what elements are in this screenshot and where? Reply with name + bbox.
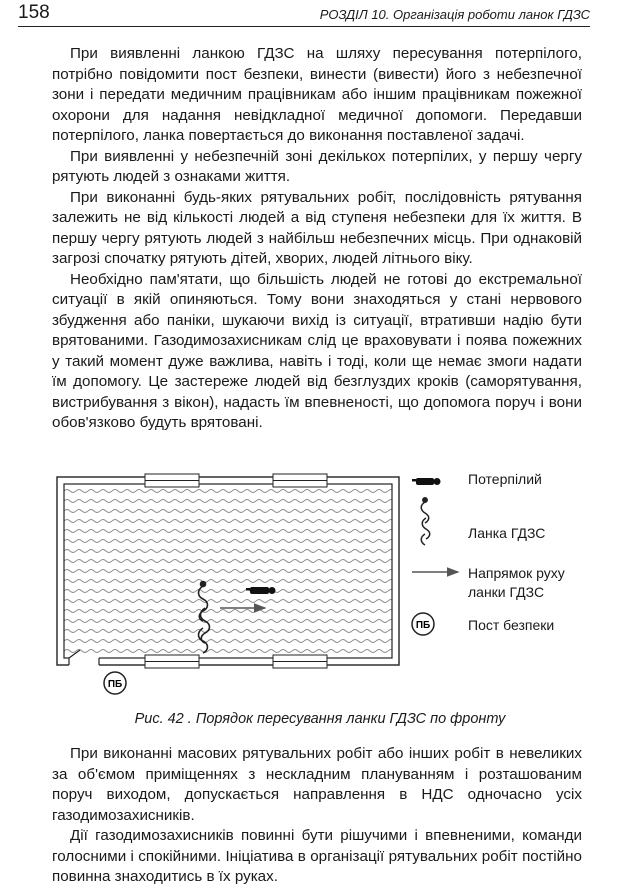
paragraph: Дії газодимозахисників повинні бути рішучими і впевненими, команди голосними і спокійними. Ініціатива в організації рятувальних робіт постійно повинна знаходитись в їх руках. [52,827,582,885]
legend-team-label: Ланка ГДЗС [468,525,546,541]
paragraph: При виявленні ланкою ГДЗС на шляху пересування потерпілого, потрібно повідомити пост безпеки, винести (вивести) його з небезпечної зони і передати медичним працівникам або іншим працівникам пожежної охорони для надання невідкладної медичної допомоги. Передавши потерпілого, ланка повертається до виконання поставленої задачі. [52,45,582,144]
figure-42 [40,456,600,706]
smoke-zone [64,484,392,658]
page-header [18,2,590,27]
legend-victim-label: Потерпілий [468,471,542,487]
figure-caption: Рис. 42 . Порядок пересування ланки ГДЗС по фронту [134,711,506,727]
legend-post-label: Пост безпеки [468,617,555,633]
legend-post-icon [412,613,434,635]
paragraph: При виконанні масових рятувальних робіт або інших робіт в невеликих за об'ємом приміщеннях з нескладним плануванням і розташованим поруч виходом, допускається направлення в НДС одночасно усіх газодимозахисників. [52,745,582,824]
legend-team-icon [421,498,430,545]
safety-post-icon [104,672,126,694]
running-head: РОЗДІЛ 10. Організація роботи ланок ГДЗС [319,7,590,22]
legend-post-marker: ПБ [415,620,431,631]
text-block-top [52,44,582,434]
victim-icon [246,587,276,594]
paragraph: Необхідно пам'ятати, що більшість людей не готові до екстремальної ситуації в якій опиняються. Тому вони знаходяться у стані нервового збудження або паніки, шукаючи вихід із ситуації, втративши надію бути врятованими. Газодимозахисникам слід це враховувати і поява пожежних у такий момент дуже важлива, навіть і тоді, коли ще немає змоги надати їм допомогу. Це застереже людей від безглуздих кроків (саморятування, вистрибування з вікон), надасть їм впевненості, що допомога поруч і вони обов'язково будуть врятовані. [52,270,582,431]
safety-post-marker: ПБ [107,679,123,690]
text-block-bottom [52,744,582,888]
legend-victim-icon [412,478,441,485]
paragraph: При виявленні у небезпечній зоні декількох потерпілих, у першу чергу рятують людей з ознаками життя. [52,147,582,185]
page-number: 158 [18,2,50,23]
legend-direction-label: Напрямок руху ланки ГДЗС [468,565,565,600]
paragraph: При виконанні будь-яких рятувальних робіт, послідовність рятування залежить не від кількості людей а від ступеня небезпеки для їх життя. В першу чергу рятують людей з найбільш небезпечних місць. При однаковій загрозі спочатку рятують дітей, хворих, людей літнього віку. [52,188,582,267]
